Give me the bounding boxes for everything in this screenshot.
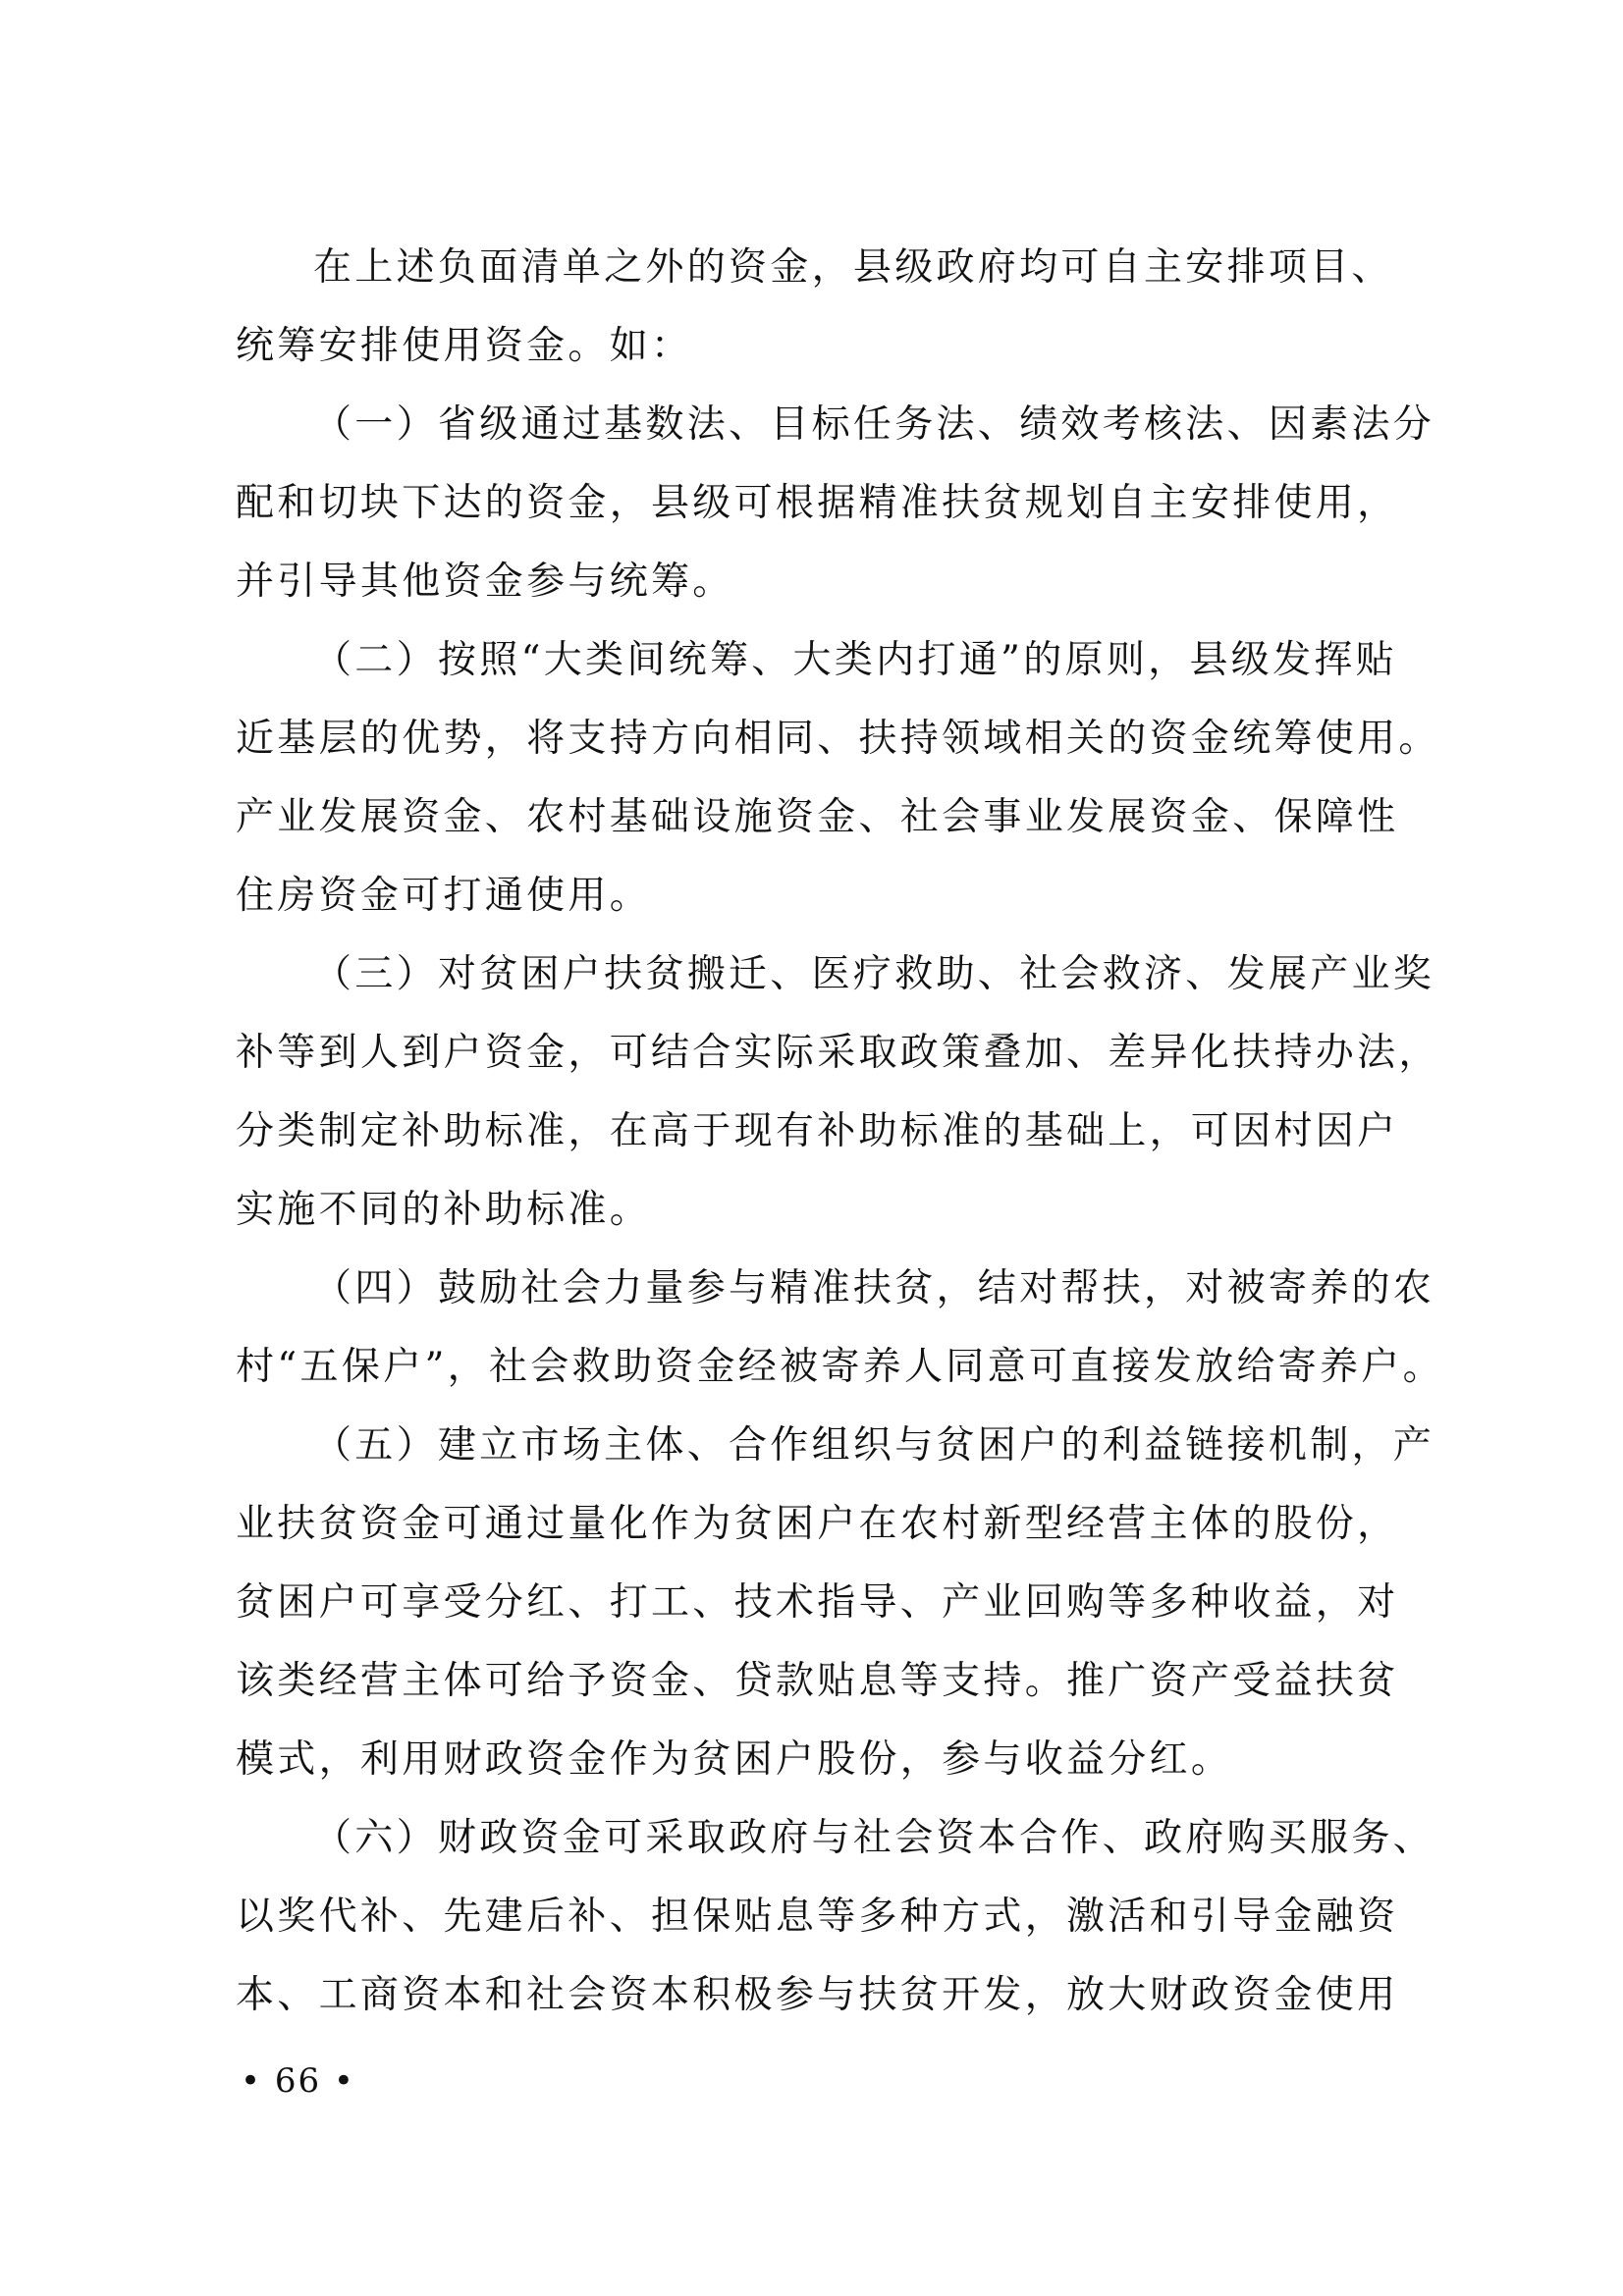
paragraph-line-8: 产业发展资金、农村基础设施资金、社会事业发展资金、保障性 [236,795,1399,839]
paragraph-line-20: 模式，利用财政资金作为贫困户股份，参与收益分红。 [236,1737,1233,1782]
paragraph-line-1: 在上述负面清单之外的资金，县级政府均可自主安排项目、 [313,245,1393,290]
paragraph-line-17: 业扶贫资金可通过量化作为贫困户在农村新型经营主体的股份， [236,1502,1399,1546]
page-number: • 66 • [241,2061,355,2101]
paragraph-line-11: 补等到人到户资金，可结合实际采取政策叠加、差异化扶持办法， [236,1031,1440,1075]
paragraph-line-23: 本、工商资本和社会资本积极参与扶贫开发，放大财政资金使用 [236,1973,1399,2017]
paragraph-line-2: 统筹安排使用资金。如： [236,324,693,368]
paragraph-line-22: 以奖代补、先建后补、担保贴息等多种方式，激活和引导金融资 [236,1895,1399,1939]
paragraph-line-21: （六）财政资金可采取政府与社会资本合作、政府购买服务、 [313,1816,1435,1860]
paragraph-line-18: 贫困户可享受分红、打工、技术指导、产业回购等多种收益，对 [236,1580,1399,1625]
body-text [236,229,1444,2035]
paragraph-line-5: 并引导其他资金参与统筹。 [236,560,734,604]
paragraph-line-15: 村“五保户”，社会救助资金经被寄养人同意可直接发放给寄养户。 [236,1345,1444,1389]
paragraph-line-7: 近基层的优势，将支持方向相同、扶持领域相关的资金统筹使用。 [236,717,1440,761]
paragraph-line-12: 分类制定补助标准，在高于现有补助标准的基础上，可因村因户 [236,1109,1399,1153]
paragraph-line-3: （一）省级通过基数法、目标任务法、绩效考核法、因素法分 [313,402,1435,447]
paragraph-line-19: 该类经营主体可给予资金、贷款贴息等支持。推广资产受益扶贫 [236,1659,1399,1703]
paragraph-line-9: 住房资金可打通使用。 [236,874,652,918]
paragraph-line-14: （四）鼓励社会力量参与精准扶贫，结对帮扶，对被寄养的农 [313,1266,1435,1310]
paragraph-line-16: （五）建立市场主体、合作组织与贫困户的利益链接机制，产 [313,1423,1435,1468]
paragraph-line-4: 配和切块下达的资金，县级可根据精准扶贫规划自主安排使用， [236,481,1399,525]
paragraph-line-6: （二）按照“大类间统筹、大类内打通”的原则，县级发挥贴 [313,638,1397,682]
paragraph-line-10: （三）对贫困户扶贫搬迁、医疗救助、社会救济、发展产业奖 [313,952,1435,996]
paragraph-line-13: 实施不同的补助标准。 [236,1188,652,1232]
